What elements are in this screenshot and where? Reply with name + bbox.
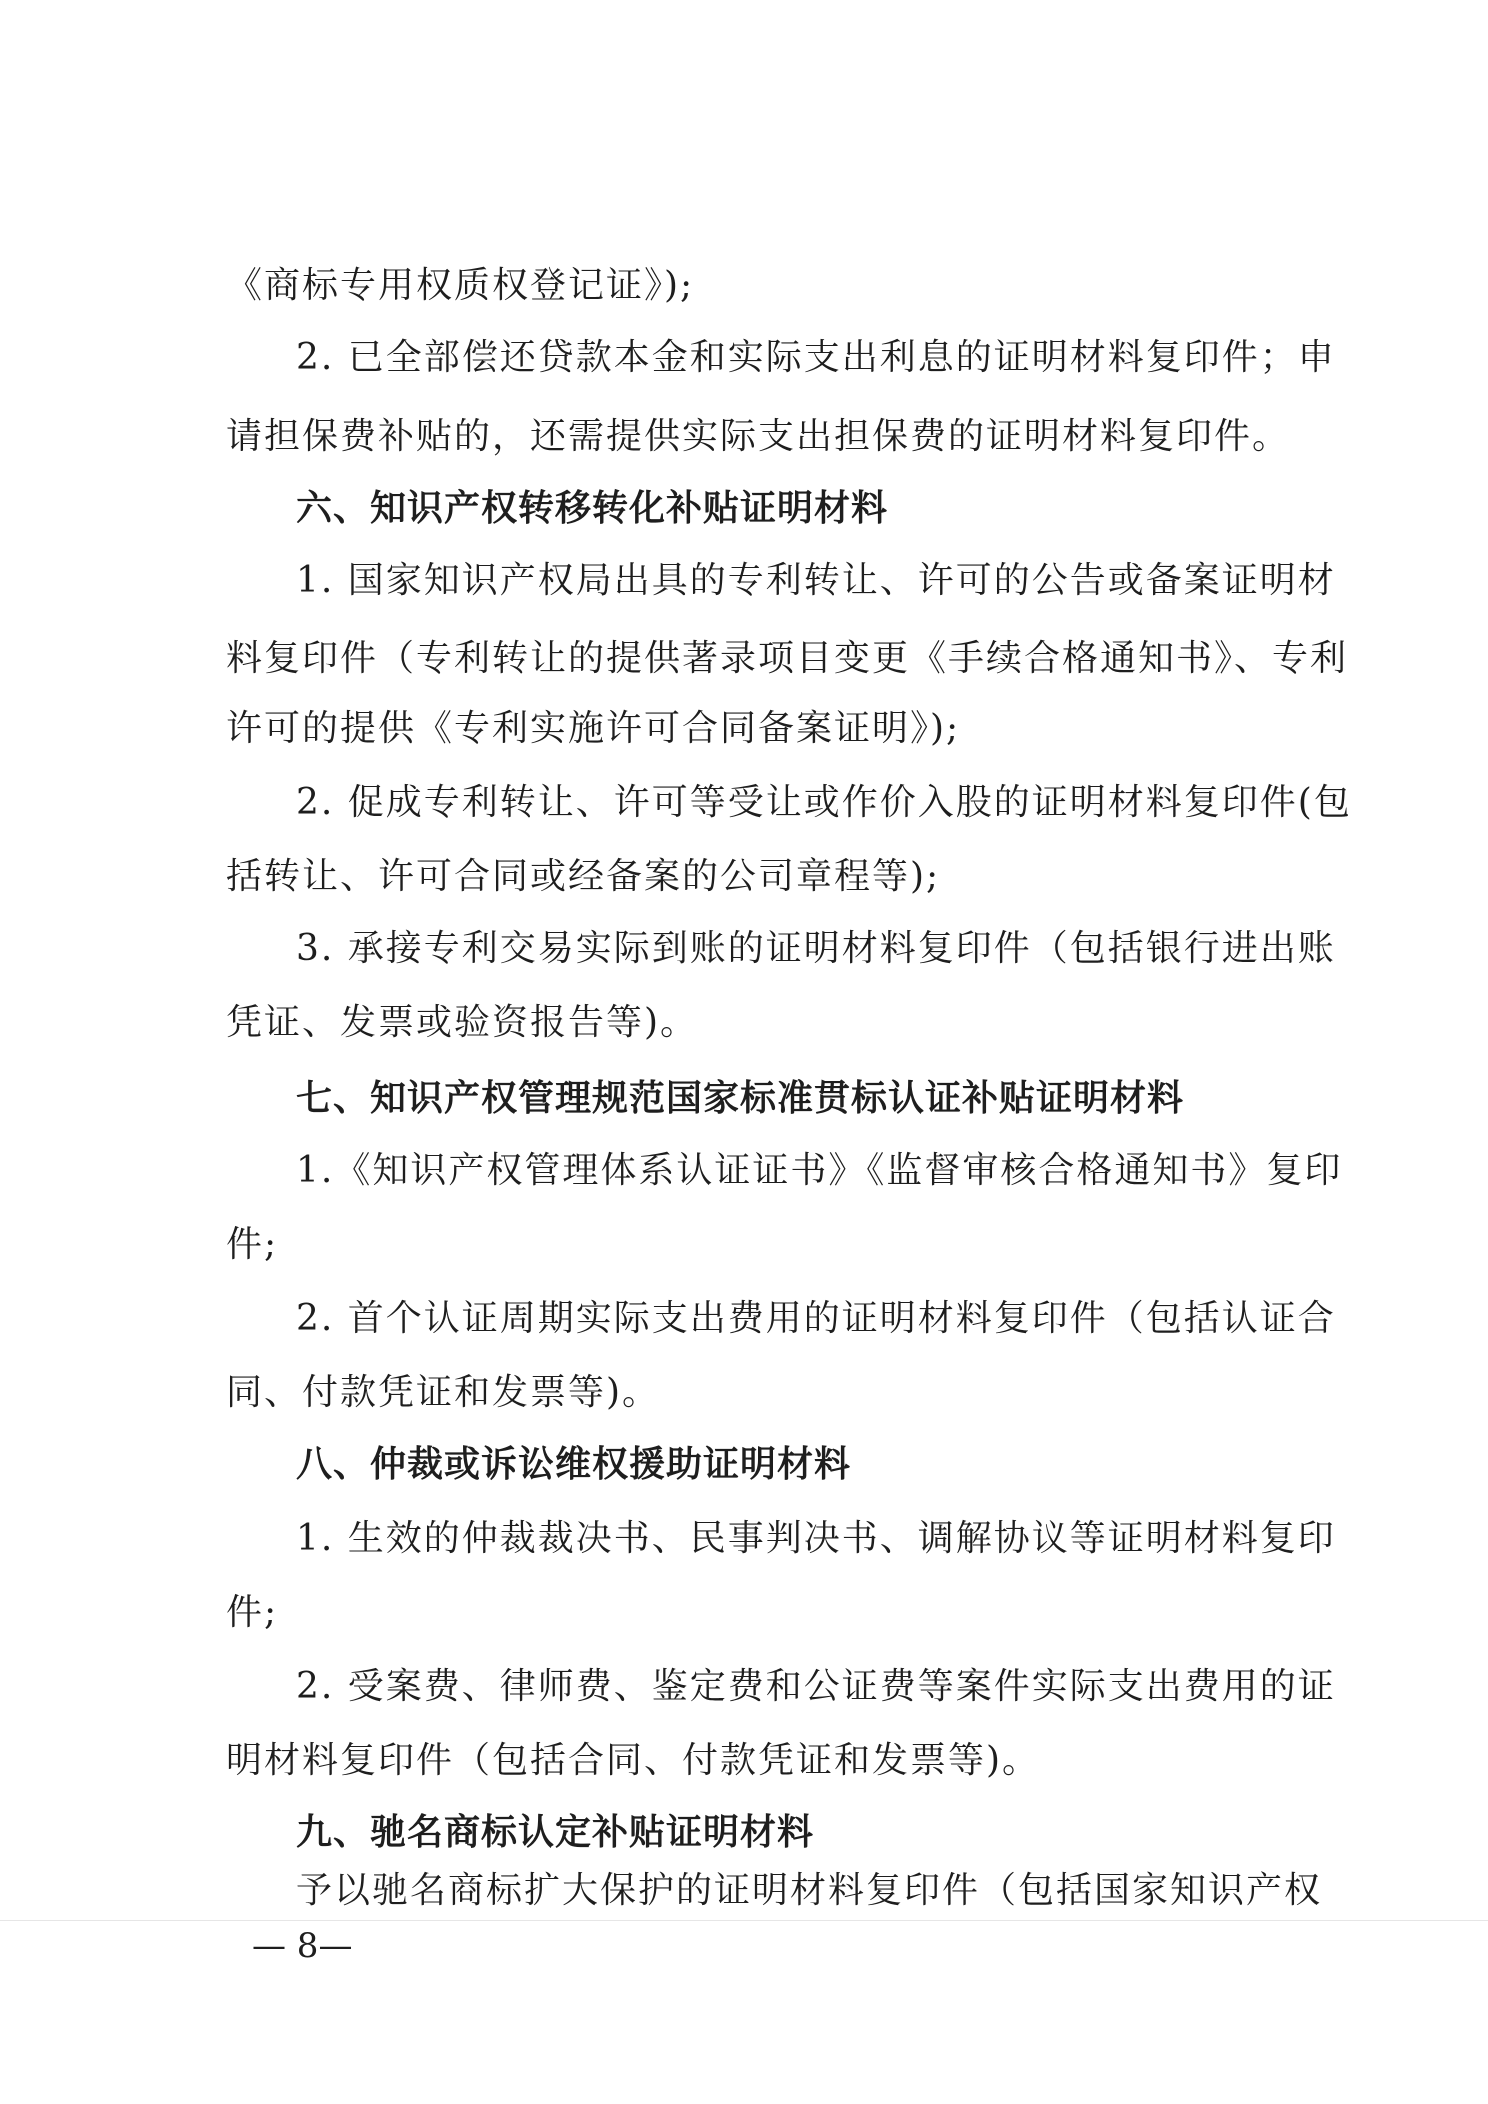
paragraph-line: 件; bbox=[226, 1592, 279, 1633]
paragraph-line: 凭证、发票或验资报告等)。 bbox=[226, 1002, 699, 1043]
section-heading: 七、知识产权管理规范国家标准贯标认证补贴证明材料 bbox=[296, 1078, 1185, 1119]
paragraph-line: 件; bbox=[226, 1224, 279, 1265]
section-heading: 九、驰名商标认定补贴证明材料 bbox=[296, 1812, 815, 1853]
paragraph-line: 2. 促成专利转让、许可等受让或作价入股的证明材料复印件(包 bbox=[296, 782, 1352, 823]
paragraph-line: 许可的提供《专利实施许可合同备案证明》); bbox=[226, 708, 961, 749]
page-number: — 8— bbox=[252, 1926, 353, 1966]
page-divider bbox=[0, 1920, 1488, 1921]
paragraph-line: 括转让、许可合同或经备案的公司章程等); bbox=[226, 856, 941, 897]
paragraph-line: 2. 已全部偿还贷款本金和实际支出利息的证明材料复印件；申 bbox=[296, 337, 1336, 378]
paragraph-line: 2. 受案费、律师费、鉴定费和公证费等案件实际支出费用的证 bbox=[296, 1666, 1336, 1707]
paragraph-line: 同、付款凭证和发票等)。 bbox=[226, 1372, 661, 1413]
paragraph-line: 予以驰名商标扩大保护的证明材料复印件（包括国家知识产权 bbox=[296, 1870, 1323, 1911]
paragraph-line: 2. 首个认证周期实际支出费用的证明材料复印件（包括认证合 bbox=[296, 1298, 1336, 1339]
paragraph-line: 明材料复印件（包括合同、付款凭证和发票等)。 bbox=[226, 1740, 1041, 1781]
paragraph-line: 请担保费补贴的，还需提供实际支出担保费的证明材料复印件。 bbox=[226, 416, 1291, 457]
section-heading: 八、仲裁或诉讼维权援助证明材料 bbox=[296, 1444, 852, 1485]
paragraph-line: 《商标专用权质权登记证》); bbox=[226, 265, 695, 306]
section-heading: 六、知识产权转移转化补贴证明材料 bbox=[296, 488, 889, 529]
paragraph-line: 1. 国家知识产权局出具的专利转让、许可的公告或备案证明材 bbox=[296, 560, 1336, 601]
paragraph-line: 1. 生效的仲裁裁决书、民事判决书、调解协议等证明材料复印 bbox=[296, 1518, 1336, 1559]
paragraph-line: 1.《知识产权管理体系认证证书》《监督审核合格通知书》复印 bbox=[296, 1150, 1343, 1191]
paragraph-line: 料复印件（专利转让的提供著录项目变更《手续合格通知书》、专利 bbox=[226, 638, 1349, 679]
paragraph-line: 3. 承接专利交易实际到账的证明材料复印件（包括银行进出账 bbox=[296, 928, 1336, 969]
